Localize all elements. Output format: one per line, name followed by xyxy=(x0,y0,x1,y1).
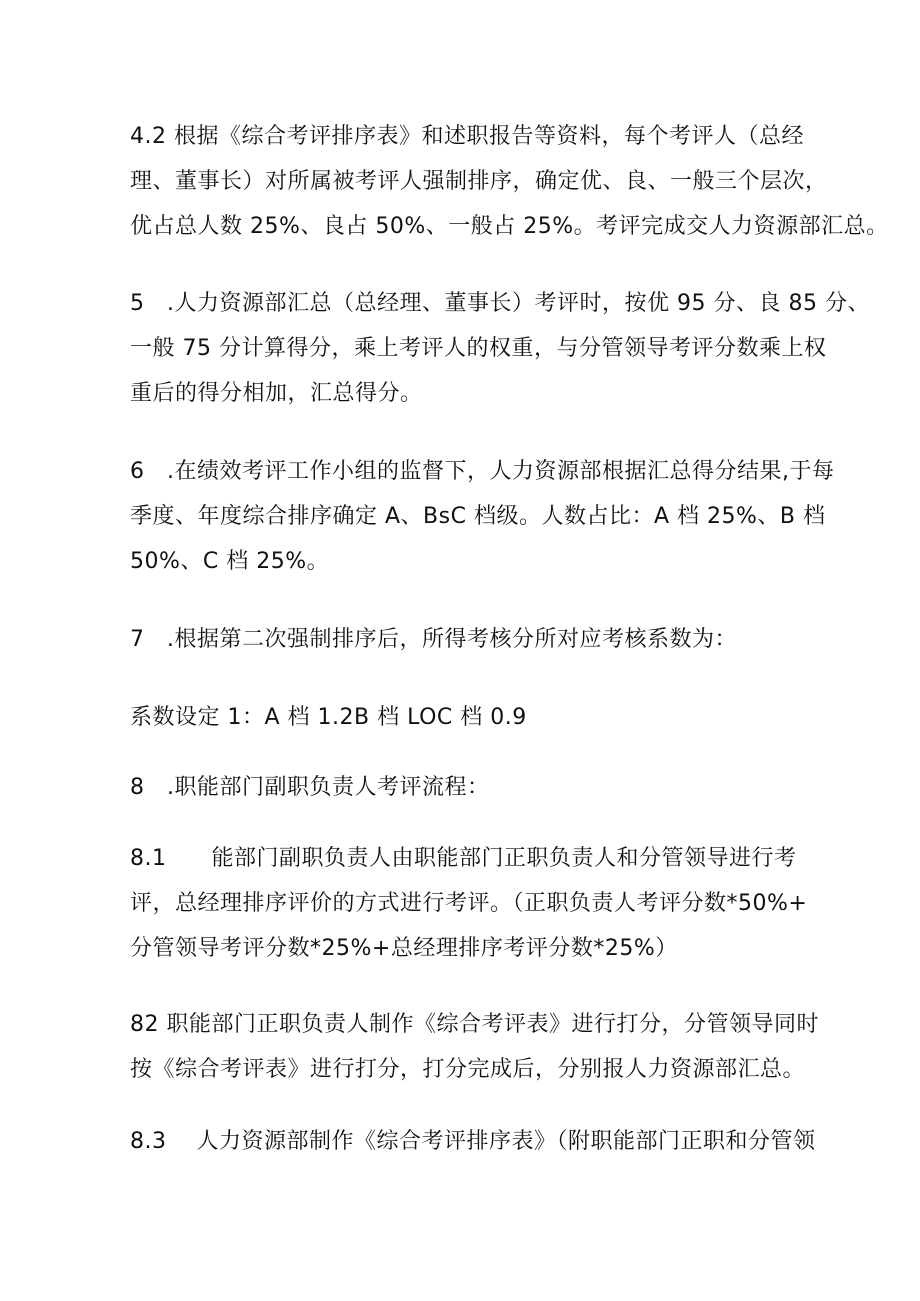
text-line: 分管领导考评分数*25%+总经理排序考评分数*25%） xyxy=(130,936,678,961)
text-line: 4.2 根据《综合考评排序表》和述职报告等资料，每个考评人（总经 xyxy=(130,124,804,149)
text-line: 5 .人力资源部汇总（总经理、董事长）考评时，按优 95 分、良 85 分、 xyxy=(130,291,870,316)
text-line: 8.1 能部门副职负责人由职能部门正职负责人和分管领导进行考 xyxy=(130,846,797,871)
paragraph-4-2 xyxy=(130,114,889,249)
text-line: 系数设定 1：A 档 1.2B 档 LOC 档 0.9 xyxy=(130,705,527,730)
paragraph-8 xyxy=(130,765,850,810)
text-line: 82 职能部门正职负责人制作《综合考评表》进行打分，分管领导同时 xyxy=(130,1012,819,1037)
text-line: 季度、年度综合排序确定 A、BsC 档级。人数占比：A 档 25%、B 档 xyxy=(130,504,826,529)
paragraph-7 xyxy=(130,617,850,662)
paragraph-coefficient xyxy=(130,695,850,740)
text-line: 6 .在绩效考评工作小组的监督下，人力资源部根据汇总得分结果,于每 xyxy=(130,459,835,484)
paragraph-8-1 xyxy=(130,836,850,971)
text-line: 8.3 人力资源部制作《综合考评排序表》（附职能部门正职和分管领 xyxy=(130,1129,816,1154)
text-line: 评，总经理排序评价的方式进行考评。（正职负责人考评分数*50%+ xyxy=(130,891,808,916)
text-line: 理、董事长）对所属被考评人强制排序，确定优、良、一般三个层次， xyxy=(130,169,828,194)
text-line: 优占总人数 25%、良占 50%、一般占 25%。考评完成交人力资源部汇总。 xyxy=(130,214,889,239)
text-line: 8 .职能部门副职负责人考评流程： xyxy=(130,775,490,800)
text-line: 一般 75 分计算得分，乘上考评人的权重，与分管领导考评分数乘上权 xyxy=(130,336,827,361)
text-line: 7 .根据第二次强制排序后，所得考核分所对应考核系数为： xyxy=(130,627,737,652)
paragraph-6 xyxy=(130,449,850,584)
paragraph-8-3 xyxy=(130,1119,850,1164)
text-line: 按《综合考评表》进行打分，打分完成后，分别报人力资源部汇总。 xyxy=(130,1057,806,1082)
paragraph-8-2 xyxy=(130,1002,850,1092)
text-line: 50%、C 档 25%。 xyxy=(130,549,330,574)
paragraph-5 xyxy=(130,281,870,416)
text-line: 重后的得分相加，汇总得分。 xyxy=(130,381,423,406)
